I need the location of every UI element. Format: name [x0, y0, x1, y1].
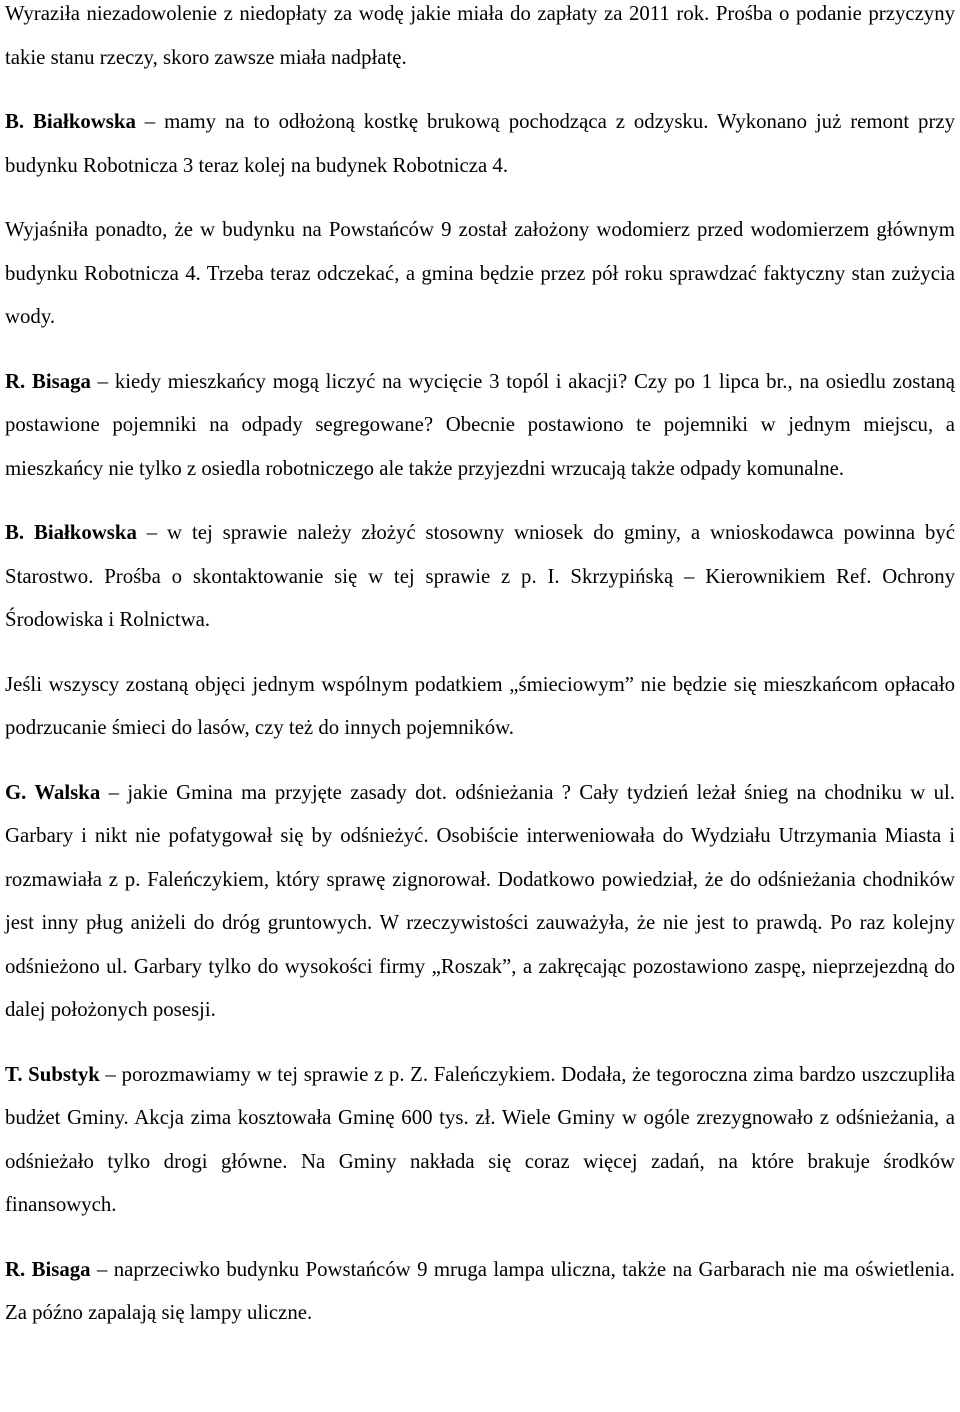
paragraph-substyk-budget	[5, 1053, 955, 1227]
speaker-name: R. Bisaga	[5, 369, 91, 393]
paragraph-text: – w tej sprawie należy złożyć stosowny wniosek do gminy, a wnioskodawca powinna być Starostwo. Prośba o skontaktowanie się w tej sprawie z p. I. Skrzypińską – Kierownikiem Ref. Ochrony Środowiska i Rolnictwa.	[5, 521, 955, 631]
paragraph-text: – naprzeciwko budynku Powstańców 9 mruga lampa uliczna, także na Garbarach nie ma oświetlenia. Za późno zapalają się lampy uliczne.	[5, 1257, 956, 1324]
speaker-name: T. Substyk	[5, 1062, 100, 1086]
paragraph-text: – porozmawiamy w tej sprawie z p. Z. Faleńczykiem. Dodała, że tegoroczna zima bardzo uszczupliła budżet Gminy. Akcja zima kosztowała Gminę 600 tys. zł. Wiele Gminy w ogóle zrezygnowało z odśnieżania, a odśnieżało tylko drogi główne. Na Gminy nakłada się coraz więcej zadań, na które brakuje środków finansowych.	[5, 1062, 955, 1216]
paragraph-bisaga-lamps	[5, 1248, 955, 1335]
paragraph-water-meter	[5, 208, 955, 339]
paragraph-text: Wyjaśniła ponadto, że w budynku na Powstańców 9 został założony wodomierz przed wodomierzem głównym budynku Robotnicza 4. Trzeba teraz odczekać, a gmina będzie przez pół roku sprawdzać faktyczny stan zużycia wody.	[5, 218, 955, 328]
paragraph-bialkowska-application	[5, 511, 955, 642]
speaker-name: R. Bisaga	[5, 1257, 91, 1281]
paragraph-text: – mamy na to odłożoną kostkę brukową pochodząca z odzysku. Wykonano już remont przy budynku Robotnicza 3 teraz kolej na budynek Robotnicza 4.	[5, 110, 955, 177]
paragraph-text: Jeśli wszyscy zostaną objęci jednym wspólnym podatkiem „śmieciowym” nie będzie się mieszkańcom opłacało podrzucanie śmieci do lasów, czy też do innych pojemników.	[5, 672, 955, 739]
paragraph-water-complaint	[5, 0, 955, 79]
paragraph-text: – kiedy mieszkańcy mogą liczyć na wycięcie 3 topól i akacji? Czy po 1 lipca br., na osiedlu zostaną postawione pojemniki na odpady segregowane? Obecnie postawiono te pojemniki w jednym miejscu, a mieszkańcy nie tylko z osiedla robotniczego ale także przyjezdni wrzucają także odpady komunalne.	[5, 369, 955, 480]
paragraph-text: – jakie Gmina ma przyjęte zasady dot. odśnieżania ? Cały tydzień leżał śnieg na chodniku w ul. Garbary i nikt nie pofatygował się by odśnieżyć. Osobiście interweniowała do Wydziału Utrzymania Miasta i rozmawiała z p. Faleńczykiem, który sprawę zignorował. Dodatkowo powiedział, że do odśnieżania chodników jest inny pług aniżeli do dróg gruntowych. W rzeczywistości zauważyła, że nie jest to prawdą. Po raz kolejny odśnieżono ul. Garbary tylko do wysokości firmy „Roszak”, a zakręcając pozostawiono zaspę, nieprzejezdną do dalej położonych posesji.	[5, 780, 955, 1021]
paragraph-waste-tax	[5, 663, 955, 750]
speaker-name: G. Walska	[5, 780, 101, 804]
speaker-name: B. Białkowska	[5, 521, 137, 544]
speaker-name: B. Białkowska	[5, 110, 136, 133]
document-page	[5, 0, 955, 1356]
paragraph-walska-snow	[5, 771, 955, 1032]
paragraph-bialkowska-paving	[5, 100, 955, 187]
paragraph-text: Wyraziła niezadowolenie z niedopłaty za wodę jakie miała do zapłaty za 2011 rok. Prośba o podanie przyczyny takie stanu rzeczy, skoro zawsze miała nadpłatę.	[5, 2, 955, 69]
paragraph-bisaga-trees	[5, 360, 955, 491]
